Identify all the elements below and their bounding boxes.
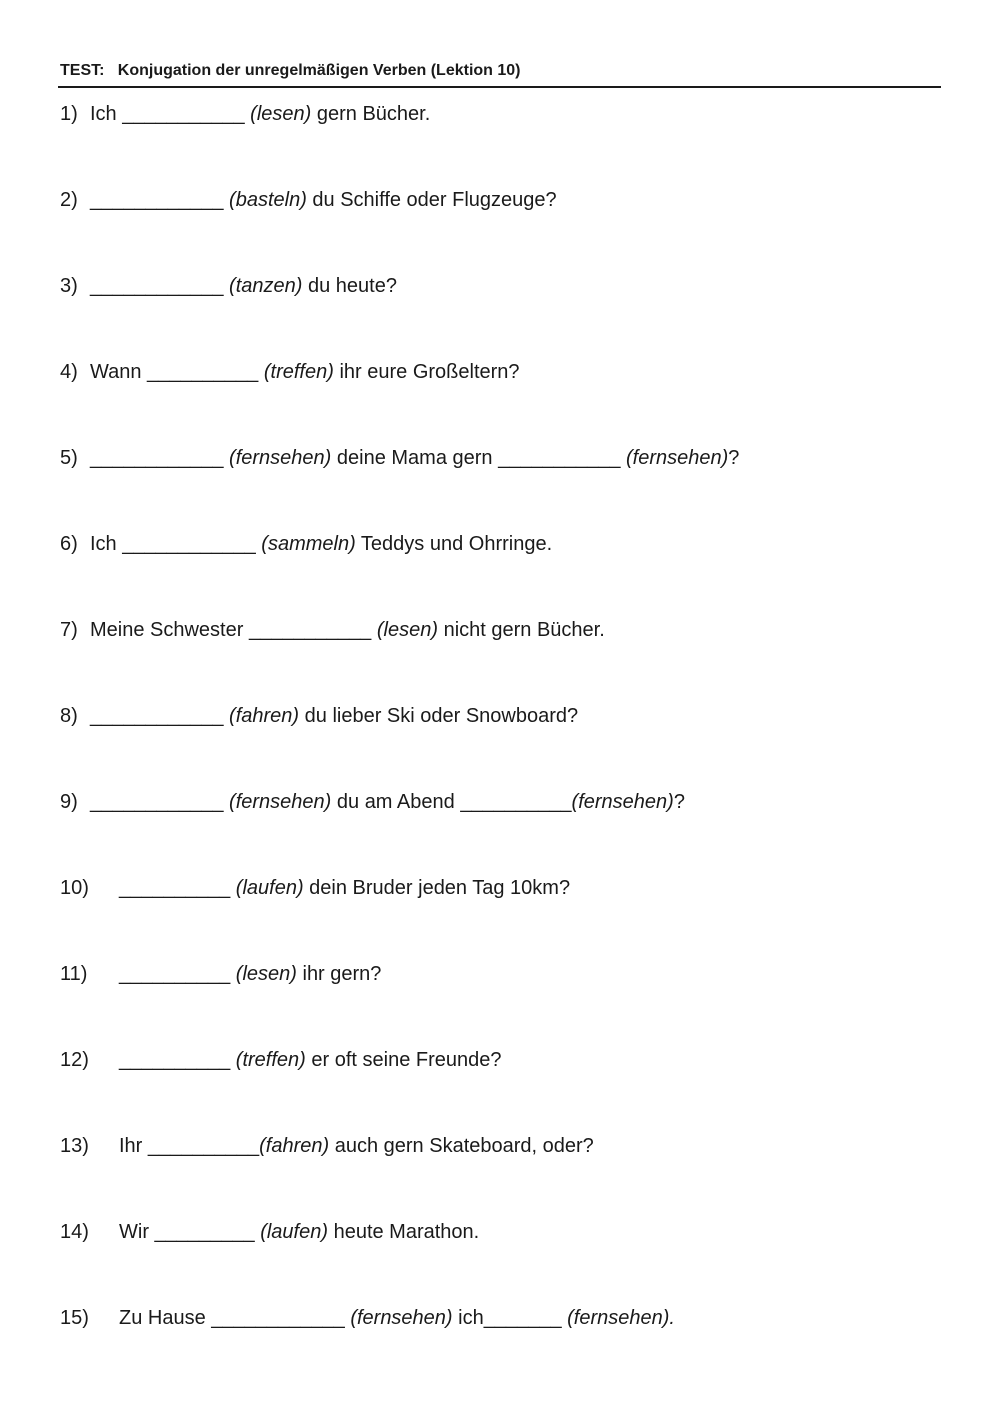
verb-hint: (fernsehen) xyxy=(229,791,332,813)
exercise-sentence xyxy=(90,443,739,473)
sentence-text: ? xyxy=(673,791,685,813)
sentence-text: __________ xyxy=(119,963,236,985)
exercise-sentence xyxy=(90,529,552,559)
sentence-text: ____________ xyxy=(90,275,230,297)
verb-hint: (laufen) xyxy=(260,1221,329,1243)
exercise-number: 4) xyxy=(60,361,78,383)
exercise-sentence xyxy=(119,873,570,903)
sentence-text: du am Abend __________ xyxy=(331,791,572,813)
verb-hint: (basteln) xyxy=(229,189,307,211)
exercise-sentence xyxy=(119,1045,502,1075)
exercise-item xyxy=(0,185,1000,215)
sentence-text: Zu Hause ____________ xyxy=(119,1307,351,1329)
exercise-item xyxy=(0,271,1000,301)
verb-hint: (fernsehen) xyxy=(571,791,674,813)
exercise-item xyxy=(0,529,1000,559)
sentence-text: ____________ xyxy=(90,447,230,469)
sentence-text: ihr gern? xyxy=(296,963,382,985)
exercise-sentence xyxy=(90,271,397,301)
exercise-number: 6) xyxy=(60,533,78,555)
sentence-text: du lieber Ski oder Snowboard? xyxy=(299,705,579,727)
verb-hint: (fernsehen). xyxy=(567,1307,675,1329)
sentence-text: ____________ xyxy=(90,791,230,813)
exercise-number: 5) xyxy=(60,447,78,469)
exercise-item xyxy=(0,1045,1000,1075)
exercise-item xyxy=(0,1303,1000,1333)
sentence-text: Meine Schwester ___________ xyxy=(90,619,377,641)
sentence-text: ____________ xyxy=(90,705,230,727)
sentence-text: ihr eure Großeltern? xyxy=(333,361,520,383)
exercise-number: 12) xyxy=(60,1049,89,1071)
verb-hint: (tanzen) xyxy=(229,275,303,297)
exercise-number: 8) xyxy=(60,705,78,727)
verb-hint: (lesen) xyxy=(250,103,312,125)
verb-hint: (fahren) xyxy=(259,1135,330,1157)
sentence-text: Wann __________ xyxy=(90,361,264,383)
verb-hint: (sammeln) xyxy=(261,533,356,555)
sentence-text: Ich ____________ xyxy=(90,533,262,555)
sentence-text: Wir _________ xyxy=(119,1221,261,1243)
sentence-text: dein Bruder jeden Tag 10km? xyxy=(303,877,571,899)
verb-hint: (laufen) xyxy=(235,877,304,899)
sentence-text: Ich ___________ xyxy=(90,103,251,125)
exercise-sentence xyxy=(119,1131,594,1161)
exercise-number: 7) xyxy=(60,619,78,641)
exercise-sentence xyxy=(119,959,381,989)
exercise-number: 11) xyxy=(60,963,88,985)
exercise-item xyxy=(0,357,1000,387)
verb-hint: (fernsehen) xyxy=(626,447,729,469)
verb-hint: (lesen) xyxy=(376,619,439,641)
exercise-number: 3) xyxy=(60,275,78,297)
exercise-number: 15) xyxy=(60,1307,89,1329)
verb-hint: (fernsehen) xyxy=(350,1307,453,1329)
sentence-text: er oft seine Freunde? xyxy=(305,1049,502,1071)
sentence-text: auch gern Skateboard, oder? xyxy=(329,1135,594,1157)
sentence-text: du heute? xyxy=(302,275,397,297)
exercise-number: 13) xyxy=(60,1135,89,1157)
exercise-sentence xyxy=(119,1303,675,1333)
sentence-text: Ihr __________ xyxy=(119,1135,260,1157)
exercise-item xyxy=(0,99,1000,129)
exercise-number: 10) xyxy=(60,877,89,899)
verb-hint: (treffen) xyxy=(263,361,334,383)
verb-hint: (fahren) xyxy=(229,705,300,727)
exercise-item xyxy=(0,787,1000,817)
exercise-item xyxy=(0,701,1000,731)
verb-hint: (treffen) xyxy=(235,1049,306,1071)
sentence-text: nicht gern Bücher. xyxy=(438,619,605,641)
exercise-number: 1) xyxy=(60,103,78,125)
worksheet-title: TEST: Konjugation der unregelmäßigen Verben (Lektion 10) xyxy=(60,62,521,79)
exercise-item xyxy=(0,1217,1000,1247)
sentence-text: heute Marathon. xyxy=(328,1221,480,1243)
verb-hint: (lesen) xyxy=(235,963,297,985)
title-underline xyxy=(58,86,941,88)
exercise-sentence xyxy=(90,185,557,215)
sentence-text: __________ xyxy=(119,877,236,899)
sentence-text: ich_______ xyxy=(452,1307,568,1329)
sentence-text: deine Mama gern ___________ xyxy=(331,447,626,469)
exercise-sentence xyxy=(90,701,578,731)
exercise-item xyxy=(0,959,1000,989)
verb-hint: (fernsehen) xyxy=(229,447,332,469)
exercise-number: 9) xyxy=(60,791,78,813)
sentence-text: gern Bücher. xyxy=(311,103,431,125)
sentence-text: __________ xyxy=(119,1049,236,1071)
sentence-text: ____________ xyxy=(90,189,230,211)
exercise-sentence xyxy=(90,615,605,645)
exercise-number: 14) xyxy=(60,1221,89,1243)
exercise-sentence xyxy=(90,787,685,817)
exercise-item xyxy=(0,873,1000,903)
sentence-text: Teddys und Ohrringe. xyxy=(355,533,553,555)
exercise-item xyxy=(0,443,1000,473)
exercise-item xyxy=(0,615,1000,645)
exercise-sentence xyxy=(90,99,430,129)
sentence-text: du Schiffe oder Flugzeuge? xyxy=(306,189,557,211)
exercise-sentence xyxy=(119,1217,479,1247)
exercise-item xyxy=(0,1131,1000,1161)
sentence-text: ? xyxy=(728,447,740,469)
exercise-sentence xyxy=(90,357,520,387)
exercise-number: 2) xyxy=(60,189,78,211)
